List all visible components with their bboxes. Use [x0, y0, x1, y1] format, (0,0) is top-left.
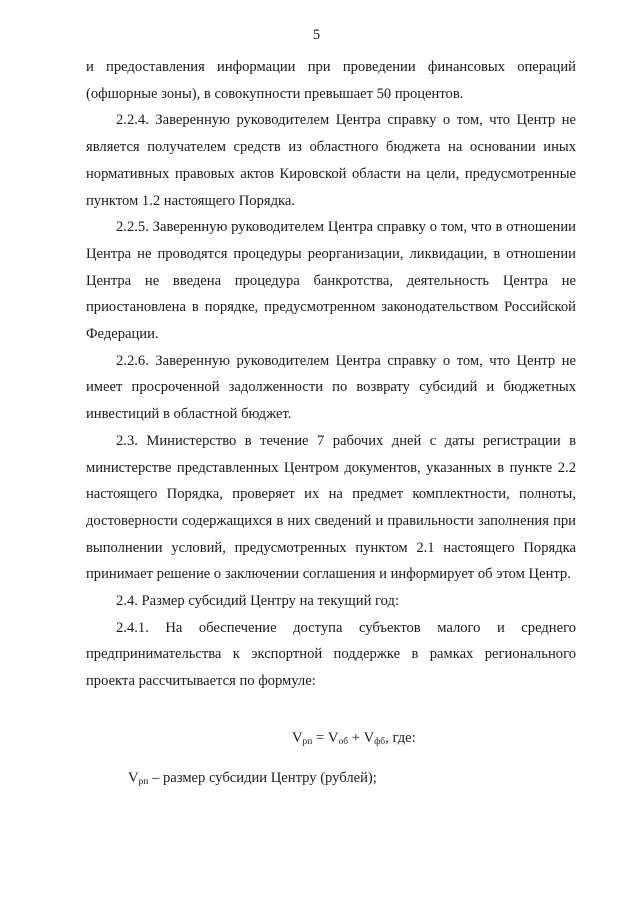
paragraph-2-4: 2.4. Размер субсидий Центру на текущий год: [116, 593, 400, 610]
formula-term2: V [363, 729, 375, 746]
formula-lhs-sub: рп [302, 736, 313, 747]
paragraph-2-3: 2.3. Министерство в течение 7 рабочих дней с даты регистрации в министерстве представленных Центром документов, указанных в пункте 2.2 настоящего Порядка, проверяет их на предмет комплектности, полноты, достоверности содержащихся в них сведений и правильности заполнения при выполнении условий, предусмотренных пунктом 2.1 настоящего Порядка принимает решение о заключении соглашения и информирует об этом Центр. [86, 432, 576, 583]
formula-term1: V [327, 729, 339, 746]
definition-symbol-sub: рп [138, 776, 149, 787]
formula-suffix: , где: [385, 729, 416, 746]
formula [86, 725, 576, 755]
formula-term1-sub: об [338, 736, 349, 747]
definition-symbol: V [128, 769, 139, 786]
paragraph-2-4-1: 2.4.1. На обеспечение доступа субъектов малого и среднего предпринимательства к экспортной поддержке в рамках регионального проекта рассчитывается по формуле: [86, 619, 576, 690]
document-body [86, 54, 576, 795]
page-number: 5 [312, 27, 321, 43]
formula-term2-sub: фб [374, 736, 386, 747]
definition-text: – размер субсидии Центру (рублей); [148, 769, 377, 786]
formula-plus: + [348, 729, 364, 746]
formula-eq: = [312, 729, 328, 746]
paragraph-2-2-5: 2.2.5. Заверенную руководителем Центра справку о том, что в отношении Центра не проводятся процедуры реорганизации, ликвидации, в отношении Центра не введена процедура банкротства, деятельность Центра не приостановлена в порядке, предусмотренном законодательством Российской Федерации. [86, 219, 576, 343]
formula-lhs: V [292, 729, 303, 746]
paragraph-continuation: и предоставления информации при проведении финансовых операций (офшорные зоны), в совокупности превышает 50 процентов. [86, 59, 576, 102]
paragraph-2-2-6: 2.2.6. Заверенную руководителем Центра справку о том, что Центр не имеет просроченной задолженности по возврату субсидий и бюджетных инвестиций в областной бюджет. [86, 352, 576, 423]
paragraph-2-2-4: 2.2.4. Заверенную руководителем Центра справку о том, что Центр не является получателем средств из областного бюджета на основании иных нормативных правовых актов Кировской области на цели, предусмотренные пунктом 1.2 настоящего Порядка. [86, 112, 576, 209]
formula-definition [86, 765, 576, 795]
